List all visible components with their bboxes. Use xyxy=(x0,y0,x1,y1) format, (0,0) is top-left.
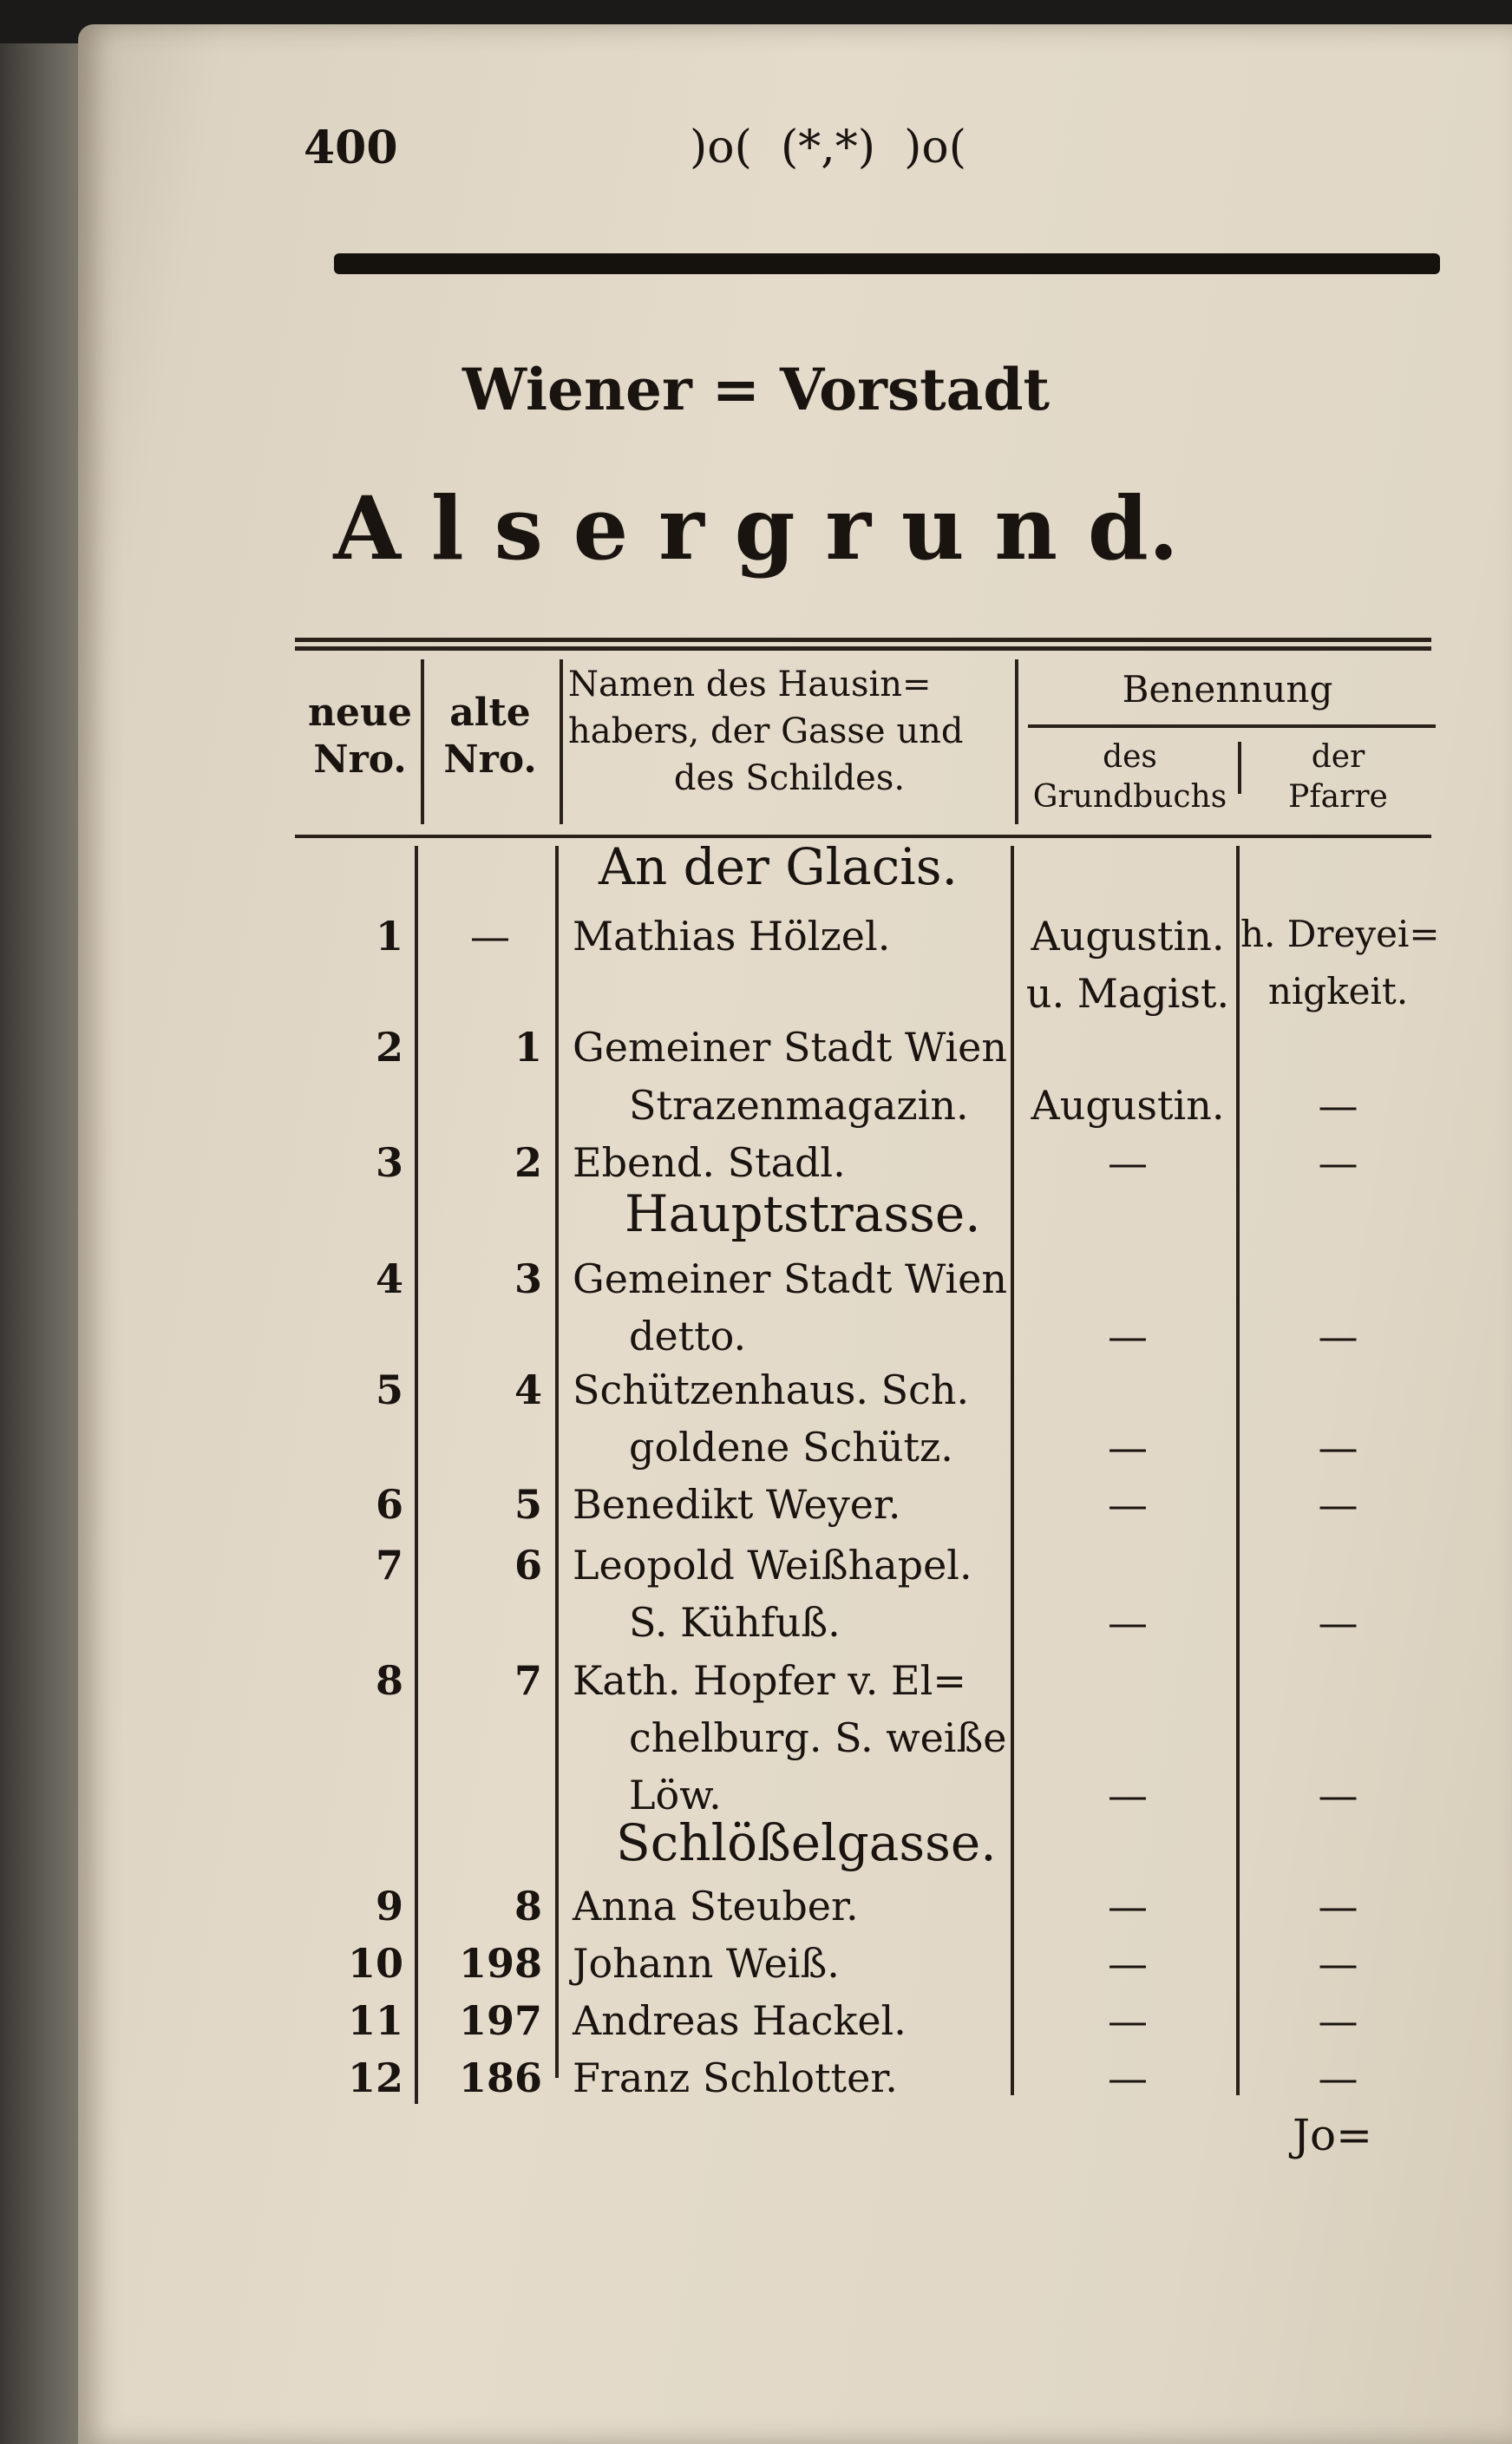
row-7-name-1: Leopold Weißhapel. xyxy=(573,1542,972,1589)
row-11-pfarre: — xyxy=(1318,1997,1358,2044)
row-4-pfarre: — xyxy=(1318,1313,1358,1360)
row-2-pfarre: — xyxy=(1318,1082,1358,1129)
table-top-rule-2 xyxy=(295,646,1431,651)
row-8-old-no: 7 xyxy=(514,1657,542,1704)
row-6-old-no: 5 xyxy=(514,1481,542,1528)
column-line-grundbuch xyxy=(1236,846,1240,2095)
row-6-grundbuch: — xyxy=(1108,1481,1148,1528)
header-grundbuch xyxy=(1019,737,1240,817)
row-5-old-no: 4 xyxy=(514,1366,542,1413)
row-1-new-no: 1 xyxy=(375,913,403,960)
row-7-new-no: 7 xyxy=(375,1542,403,1589)
header-grundbuch-line1: des xyxy=(1103,739,1157,775)
row-3-name: Ebend. Stadl. xyxy=(573,1139,846,1186)
row-6-new-no: 6 xyxy=(375,1481,403,1528)
header-grundbuch-line2: Grundbuchs xyxy=(1032,779,1227,815)
row-5-new-no: 5 xyxy=(375,1366,403,1413)
header-new-no-line1: neue xyxy=(308,691,412,735)
row-10-grundbuch: — xyxy=(1108,1940,1148,1987)
row-8-pfarre: — xyxy=(1318,1772,1358,1818)
header-divider-1 xyxy=(421,659,424,824)
header-pfarre-line1: der xyxy=(1311,739,1365,775)
row-10-pfarre: — xyxy=(1318,1940,1358,1987)
row-12-name: Franz Schlotter. xyxy=(573,2054,898,2101)
catchword: Jo= xyxy=(1293,2110,1373,2160)
row-6-name: Benedikt Weyer. xyxy=(573,1481,901,1528)
ornament-header: )o( (*,*) )o( xyxy=(690,121,966,174)
header-new-no xyxy=(308,690,412,783)
row-4-old-no: 3 xyxy=(514,1255,542,1302)
row-2-name-2: Strazenmagazin. xyxy=(629,1082,969,1129)
page-title: A l s e r g r u n d. xyxy=(333,477,1179,580)
row-12-old-no: 186 xyxy=(458,2054,542,2101)
row-1-name: Mathias Hölzel. xyxy=(573,913,891,960)
header-names xyxy=(568,661,1011,802)
row-9-grundbuch: — xyxy=(1108,1883,1148,1930)
section-heading-glacis: An der Glacis. xyxy=(599,837,958,896)
row-1-grundbuch-1: Augustin. xyxy=(1031,913,1225,960)
row-8-new-no: 8 xyxy=(375,1657,403,1704)
row-4-grundbuch: — xyxy=(1108,1313,1148,1360)
row-8-name-1: Kath. Hopfer v. El= xyxy=(573,1657,966,1704)
header-divider-3 xyxy=(1015,659,1018,824)
column-line-new xyxy=(415,846,418,2104)
page-number: 400 xyxy=(304,121,398,174)
header-old-no-line2: Nro. xyxy=(443,737,537,782)
row-9-old-no: 8 xyxy=(514,1883,542,1930)
row-4-new-no: 4 xyxy=(375,1255,403,1302)
header-rule xyxy=(334,253,1440,274)
header-divider-2 xyxy=(560,659,563,824)
row-5-grundbuch: — xyxy=(1108,1424,1148,1471)
row-8-name-3: Löw. xyxy=(629,1772,722,1818)
section-heading-hauptstrasse: Hauptstrasse. xyxy=(625,1184,981,1243)
row-11-old-no: 197 xyxy=(458,1997,542,2044)
row-10-name: Johann Weiß. xyxy=(573,1940,840,1987)
row-7-pfarre: — xyxy=(1318,1599,1358,1646)
header-new-no-line2: Nro. xyxy=(313,737,407,782)
row-3-new-no: 3 xyxy=(375,1139,403,1186)
row-1-grundbuch-2: u. Magist. xyxy=(1025,970,1230,1017)
row-8-grundbuch: — xyxy=(1108,1772,1148,1818)
row-5-name-1: Schützenhaus. Sch. xyxy=(573,1366,970,1413)
row-2-name-1: Gemeiner Stadt Wien xyxy=(573,1024,1007,1071)
column-line-old xyxy=(555,846,559,2078)
row-10-new-no: 10 xyxy=(347,1940,403,1987)
header-divider-4 xyxy=(1238,742,1241,794)
header-old-no xyxy=(429,690,551,783)
row-12-grundbuch: — xyxy=(1108,2054,1148,2101)
header-names-line2: habers, der Gasse und xyxy=(568,711,964,751)
row-7-grundbuch: — xyxy=(1108,1599,1148,1646)
table-top-rule xyxy=(295,638,1431,642)
row-4-name-2: detto. xyxy=(629,1313,747,1360)
row-3-grundbuch: — xyxy=(1108,1139,1148,1186)
header-pfarre xyxy=(1240,737,1436,817)
row-1-pfarre-1: h. Dreyei= xyxy=(1240,913,1440,955)
row-12-new-no: 12 xyxy=(347,2054,403,2101)
row-9-name: Anna Steuber. xyxy=(573,1883,859,1930)
row-10-old-no: 198 xyxy=(458,1940,542,1987)
row-2-new-no: 2 xyxy=(375,1024,403,1071)
column-line-names xyxy=(1011,846,1014,2095)
row-1-pfarre-2: nigkeit. xyxy=(1267,970,1409,1012)
row-12-pfarre: — xyxy=(1318,2054,1358,2101)
row-8-name-2: chelburg. S. weiße xyxy=(629,1714,1007,1761)
row-11-grundbuch: — xyxy=(1108,1997,1148,2044)
row-3-pfarre: — xyxy=(1318,1139,1358,1186)
header-names-line1: Namen des Hausin= xyxy=(568,665,932,704)
row-11-new-no: 11 xyxy=(347,1997,403,2044)
row-2-old-no: 1 xyxy=(514,1024,542,1071)
row-3-old-no: 2 xyxy=(514,1139,542,1186)
row-5-pfarre: — xyxy=(1318,1424,1358,1471)
row-7-old-no: 6 xyxy=(514,1542,542,1589)
page-subtitle: Wiener = Vorstadt xyxy=(461,356,1050,423)
row-9-pfarre: — xyxy=(1318,1883,1358,1930)
section-heading-schloesselgasse: Schlößelgasse. xyxy=(616,1813,997,1872)
row-11-name: Andreas Hackel. xyxy=(573,1997,907,2044)
row-6-pfarre: — xyxy=(1318,1481,1358,1528)
header-pfarre-line2: Pfarre xyxy=(1288,779,1388,815)
header-benennung: Benennung xyxy=(1122,668,1333,711)
row-4-name-1: Gemeiner Stadt Wien xyxy=(573,1255,1007,1302)
header-names-line3: des Schildes. xyxy=(673,758,906,798)
header-old-no-line1: alte xyxy=(449,691,531,735)
row-9-new-no: 9 xyxy=(375,1883,403,1930)
row-7-name-2: S. Kühfuß. xyxy=(629,1599,841,1646)
header-benennung-rule xyxy=(1028,724,1436,728)
row-2-grundbuch: Augustin. xyxy=(1031,1082,1225,1129)
row-1-old-no: — xyxy=(470,913,510,960)
row-5-name-2: goldene Schütz. xyxy=(629,1424,953,1471)
